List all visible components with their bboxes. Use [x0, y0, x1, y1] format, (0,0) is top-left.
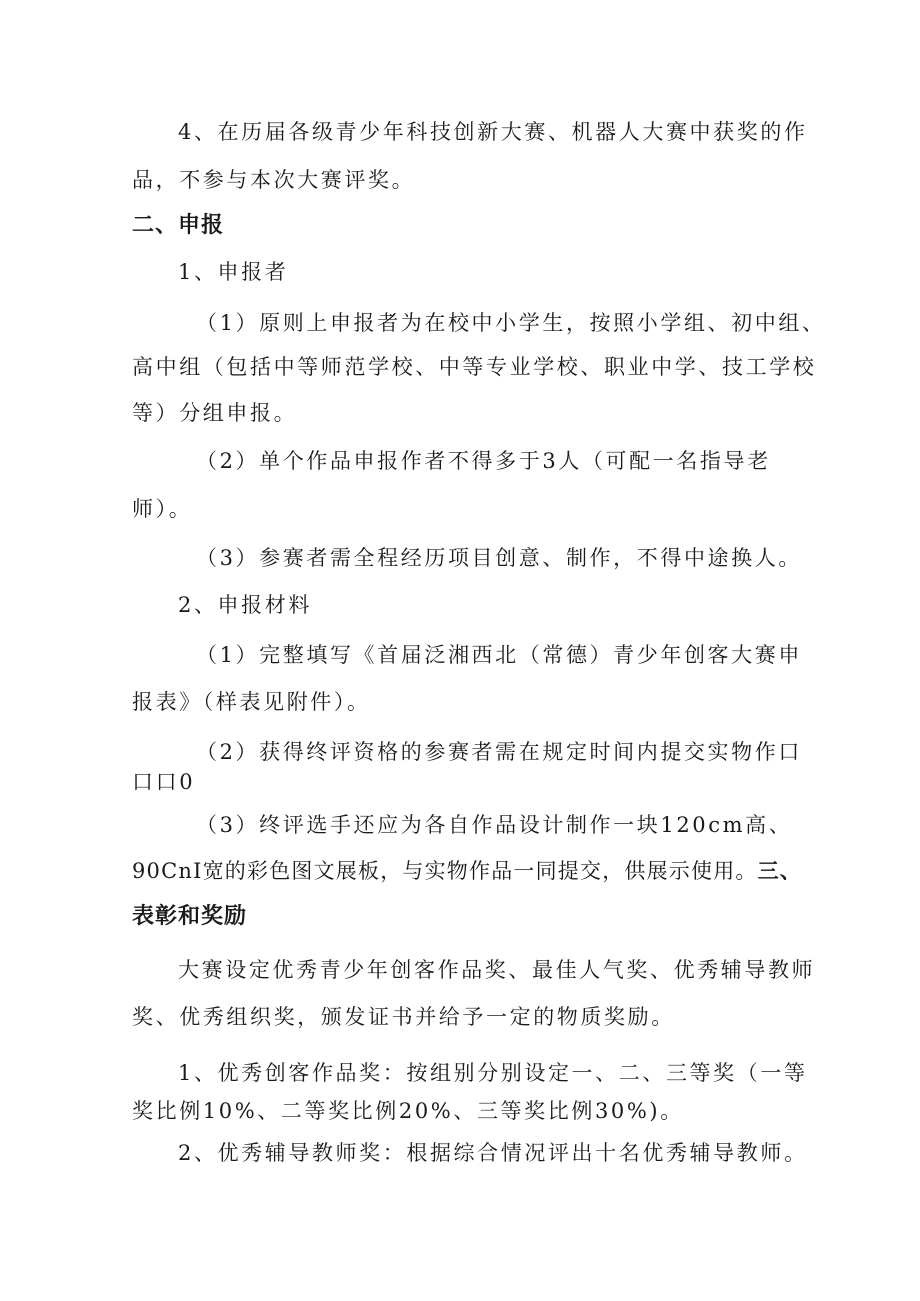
- paragraph-text: 90CnI宽的彩色图文展板，与实物作品一同提交，供展示使用。: [132, 859, 758, 883]
- paragraph-line: （3）终评选手还应为各自作品设计制作一块120cm高、: [196, 813, 793, 837]
- paragraph-line: （1）完整填写《首届泛湘西北（常德）青少年创客大赛申: [196, 643, 802, 667]
- paragraph-line: （2）获得终评资格的参赛者需在规定时间内提交实物作口: [196, 740, 802, 764]
- paragraph-line: 2、优秀辅导教师奖：根据综合情况评出十名优秀辅导教师。: [178, 1141, 808, 1165]
- paragraph-line: [132, 856, 802, 886]
- paragraph-line: 奖比例10%、二等奖比例20%、三等奖比例30%)。: [132, 1099, 684, 1123]
- section-heading: 表彰和奖励: [132, 904, 248, 929]
- paragraph-line: 大赛设定优秀青少年创客作品奖、最佳人气奖、优秀辅导教师: [178, 958, 816, 982]
- paragraph-line: （3）参赛者需全程经历项目创意、制作，不得中途换人。: [196, 546, 802, 570]
- paragraph-line: 1、优秀创客作品奖：按组别分别设定一、二、三等奖（一等: [178, 1061, 808, 1085]
- paragraph-line: 品，不参与本次大赛评奖。: [132, 168, 416, 192]
- paragraph-line: 师）。: [132, 497, 193, 521]
- paragraph-line: 口口0: [132, 770, 196, 794]
- paragraph-line: 4、在历届各级青少年科技创新大赛、机器人大赛中获奖的作: [178, 120, 808, 144]
- paragraph-line: （1）原则上申报者为在校中小学生，按照小学组、初中组、: [196, 311, 826, 335]
- section-heading-number: 三、: [757, 859, 803, 883]
- paragraph-line: 高中组（包括中等师范学校、中等专业学校、职业中学、技工学校: [132, 355, 817, 379]
- paragraph-line: 奖、优秀组织奖，颁发证书并给予一定的物质奖励。: [132, 1005, 675, 1029]
- section-heading: 二、申报: [132, 213, 225, 238]
- subsection-heading: 2、申报材料: [178, 593, 312, 617]
- paragraph-line: 等）分组申报。: [132, 401, 298, 425]
- paragraph-line: 报表》（样表见附件）。: [132, 690, 371, 714]
- subsection-heading: 1、申报者: [178, 260, 289, 284]
- paragraph-line: （2）单个作品申报作者不得多于3人（可配一名指导老: [196, 449, 771, 473]
